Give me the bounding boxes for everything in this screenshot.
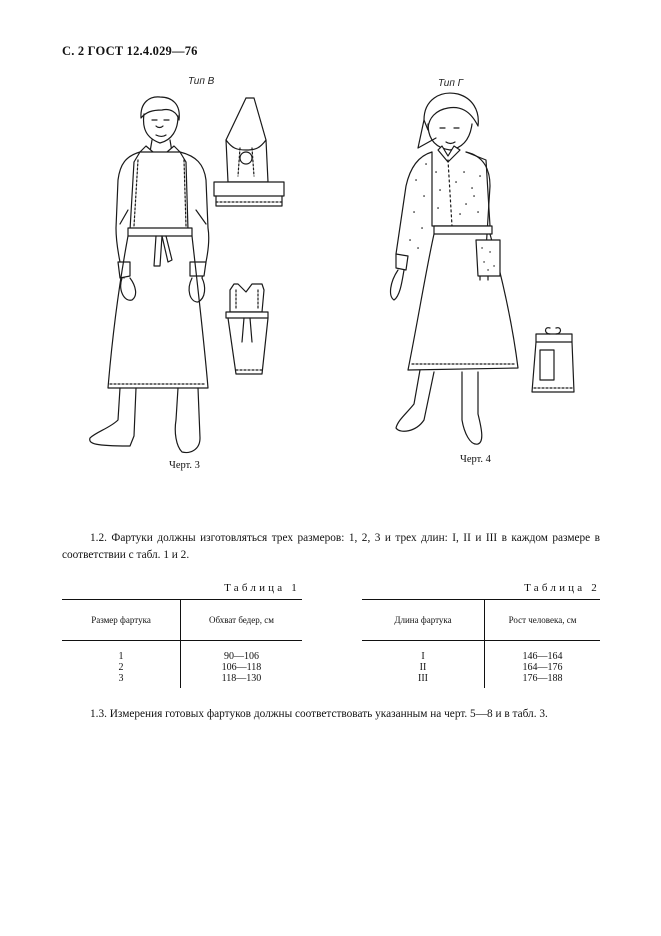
table-row xyxy=(362,641,600,663)
table-row xyxy=(62,673,302,688)
figure-4-caption: Черт. 4 xyxy=(460,454,491,465)
figure-4-type-label: Тип Г xyxy=(438,78,464,89)
table-row xyxy=(362,662,600,673)
table-2-cell: I xyxy=(421,651,425,662)
table-1 xyxy=(62,599,302,688)
table-1-cell: 1 xyxy=(118,651,124,662)
table-2-header-length: Длина фартука xyxy=(362,600,485,641)
table-1-cell: 118—130 xyxy=(181,673,303,688)
table-2-cell: II xyxy=(419,662,427,673)
figure-3-caption: Черт. 3 xyxy=(169,460,200,471)
paragraph-1-3-text: 1.3. Измерения готовых фартуков должны соответствовать указанным на черт. 5—8 и в табл. 3. xyxy=(90,708,548,720)
table-2 xyxy=(362,599,600,688)
page-header: С. 2 ГОСТ 12.4.029—76 xyxy=(62,44,198,58)
figure-4-woman-in-apron xyxy=(391,93,518,444)
figure-3-man-in-apron xyxy=(90,97,209,453)
table-2-title: Таблица 2 xyxy=(524,582,600,594)
table-1-cell: 3 xyxy=(118,673,124,684)
table-1-cell: 2 xyxy=(118,662,124,673)
figure-3-type-label: Тип В xyxy=(188,76,215,87)
figure-3-apron-detail-front xyxy=(226,284,268,374)
table-1-header-hip-girth: Обхват бедер, см xyxy=(181,600,303,641)
paragraph-1-3 xyxy=(62,706,600,723)
table-row xyxy=(62,641,302,663)
table-row xyxy=(62,662,302,673)
table-2-cell: 176—188 xyxy=(485,673,601,688)
table-1-title: Таблица 1 xyxy=(224,582,300,594)
figure-3-apron-detail-top xyxy=(214,98,284,206)
paragraph-1-2-text: 1.2. Фартуки должны изготовляться трех размеров: 1, 2, 3 и трех длин: I, II и III в каждом размере в соответствии с табл. 1 и 2. xyxy=(62,532,600,561)
table-1-header-size: Размер фартука xyxy=(62,600,181,641)
table-row xyxy=(362,673,600,688)
table-2-cell: III xyxy=(418,673,428,684)
figure-4-apron-detail xyxy=(532,328,574,392)
paragraph-1-2 xyxy=(62,530,600,564)
table-2-cell: 164—176 xyxy=(485,662,601,673)
table-1-cell: 90—106 xyxy=(181,641,303,663)
table-1-cell: 106—118 xyxy=(181,662,303,673)
table-2-cell: 146—164 xyxy=(485,641,601,663)
table-2-header-height: Рост человека, см xyxy=(485,600,601,641)
